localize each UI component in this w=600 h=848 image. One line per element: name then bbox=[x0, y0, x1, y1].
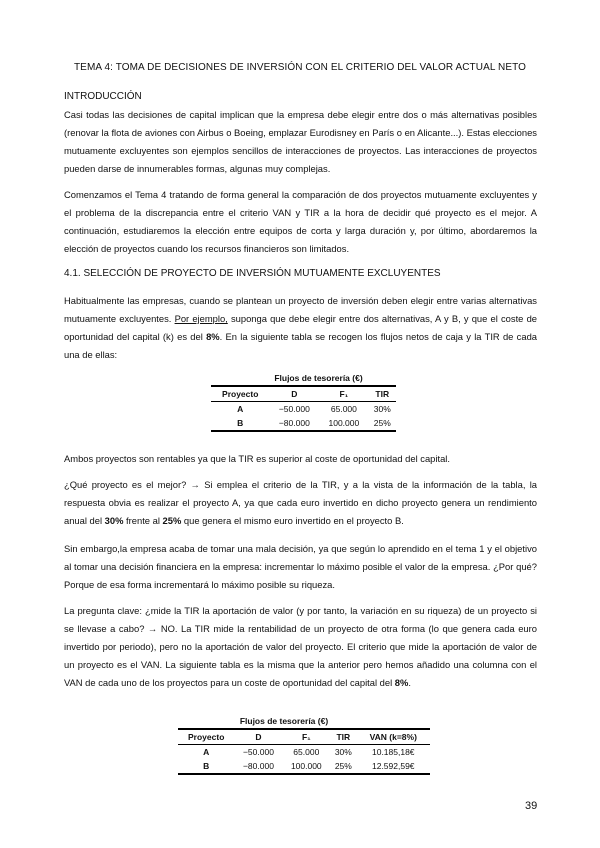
page-number: 39 bbox=[525, 800, 538, 812]
cashflow-table-2 bbox=[178, 714, 430, 775]
section-paragraph-1 bbox=[64, 292, 537, 364]
section-paragraph-5 bbox=[64, 602, 537, 692]
cashflow-table-1 bbox=[211, 371, 396, 432]
p1-bold: 8% bbox=[206, 331, 220, 342]
table1-cell: 65.000 bbox=[330, 404, 357, 414]
table2-header: Proyecto bbox=[188, 732, 225, 742]
table1-cell: 100.000 bbox=[328, 418, 360, 428]
table2-cell: 10.185,18€ bbox=[371, 747, 415, 757]
table1-header: TIR bbox=[375, 389, 390, 399]
table2-cell: −50.000 bbox=[242, 747, 274, 757]
table2-cell: 65.000 bbox=[293, 747, 320, 757]
table2-cell: 25% bbox=[334, 761, 352, 771]
page-title: TEMA 4: TOMA DE DECISIONES DE INVERSIÓN CON EL CRITERIO DEL VALOR ACTUAL NETO bbox=[73, 62, 527, 73]
table2-cell: −80.000 bbox=[242, 761, 274, 771]
table1-cell: B bbox=[237, 418, 244, 428]
p1-text-b: suponga que debe elegir entre dos alternativas, A y B, y que el coste de oportunidad del capital (k) es del bbox=[64, 313, 537, 342]
table1-cell: −80.000 bbox=[278, 418, 310, 428]
table1-cell: A bbox=[237, 404, 244, 414]
table1-header: D bbox=[291, 389, 298, 399]
table2-cell: A bbox=[203, 747, 210, 757]
table2-header: TIR bbox=[336, 732, 351, 742]
p3-bold-1: 30% bbox=[104, 515, 124, 526]
p3-text-m: frente al bbox=[123, 515, 163, 526]
p3-bold-2: 25% bbox=[162, 515, 182, 526]
p1-text-a: Habitualmente las empresas, cuando se plantean un proyecto de inversión deben elegir entre varias alternativas mutuamente excluyentes. bbox=[64, 295, 537, 324]
table1-caption: Flujos de tesorería (€) bbox=[274, 373, 363, 383]
p1-text-c: . En la siguiente tabla se recogen los flujos netos de caja y la TIR de cada una de ellas: bbox=[64, 331, 537, 360]
intro-heading: INTRODUCCIÓN bbox=[64, 91, 142, 102]
table-row bbox=[178, 745, 430, 760]
section-heading: 4.1. SELECCIÓN DE PROYECTO DE INVERSIÓN MUTUAMENTE EXCLUYENTES bbox=[64, 268, 441, 279]
table-row bbox=[211, 416, 396, 431]
table2-header: F₁ bbox=[301, 732, 311, 742]
p5-text-a: La pregunta clave: ¿mide la TIR la aportación de valor (y por tanto, la variación en su riqueza) de un proyecto si se llevase a cabo? → NO. La TIR mide la rentabilidad de un proyecto de otra forma (lo que genera cada euro invertido por periodo), pero no la aportación de valor del proyecto. El criterio que mide la aportación de valor de un proyecto es el VAN. La siguiente tabla es la misma que la anterior pero hemos añadido una columna con el VAN de cada uno de los proyectos para un coste de oportunidad del capital del bbox=[64, 605, 537, 688]
p3-text-c: que genera el mismo euro invertido en el proyecto B. bbox=[181, 515, 404, 526]
table2-cell: 12.592,59€ bbox=[371, 761, 415, 771]
table-row bbox=[178, 759, 430, 774]
p5-bold: 8% bbox=[394, 677, 409, 688]
section-paragraph-4: Sin embargo,la empresa acaba de tomar una mala decisión, ya que según lo aprendido en el tema 1 y el objetivo al tomar una decisión financiera en la empresa: incrementar lo máximo posible el valor de la empresa. ¿Por qué? Porque de esa forma incrementará lo máximo posible su riqueza. bbox=[64, 543, 537, 590]
p5-text-c: . bbox=[408, 677, 411, 688]
table2-cell: B bbox=[203, 761, 210, 771]
table2-header: VAN (k=8%) bbox=[369, 732, 417, 742]
table2-header: D bbox=[255, 732, 262, 742]
table1-header: Proyecto bbox=[222, 389, 259, 399]
p1-underlined: Por ejemplo, bbox=[174, 313, 228, 324]
table2-caption: Flujos de tesorería (€) bbox=[239, 716, 329, 726]
table2-cell: 100.000 bbox=[290, 761, 322, 771]
p3-text-a: ¿Qué proyecto es el mejor? → Si emplea el criterio de la TIR, y a la vista de la información de la tabla, la respuesta obvia es realizar el proyecto A, ya que cada euro invertido en dicho proyecto genera un rendimiento anual del bbox=[64, 479, 537, 526]
table1-cell: 30% bbox=[373, 404, 391, 414]
table-row bbox=[211, 402, 396, 417]
table1-cell: −50.000 bbox=[278, 404, 310, 414]
table1-cell: 25% bbox=[373, 418, 391, 428]
intro-paragraph-2: Comenzamos el Tema 4 tratando de forma general la comparación de dos proyectos mutuamente excluyentes y el problema de la discrepancia entre el criterio VAN y TIR a la hora de decidir qué proyecto es el mejor. A continuación, estudiaremos la elección entre equipos de corta y larga duración y, por último, abordaremos la elección de proyectos cuando los recursos financieros son limitados. bbox=[64, 189, 537, 254]
table1-header: F₁ bbox=[339, 389, 349, 399]
section-paragraph-3 bbox=[64, 476, 537, 530]
table2-cell: 30% bbox=[334, 747, 352, 757]
intro-paragraph-1: Casi todas las decisiones de capital implican que la empresa debe elegir entre dos o más alternativas posibles (renovar la flota de aviones con Airbus o Boeing, emplazar Eurodisney en París o en Alicante...). Estas elecciones mutuamente excluyentes son ejemplos sencillos de interacciones de proyectos. Las interacciones de proyectos pueden darse de innumerables formas, algunas muy complejas. bbox=[64, 109, 537, 174]
section-paragraph-2: Ambos proyectos son rentables ya que la TIR es superior al coste de oportunidad del capital. bbox=[64, 453, 450, 464]
